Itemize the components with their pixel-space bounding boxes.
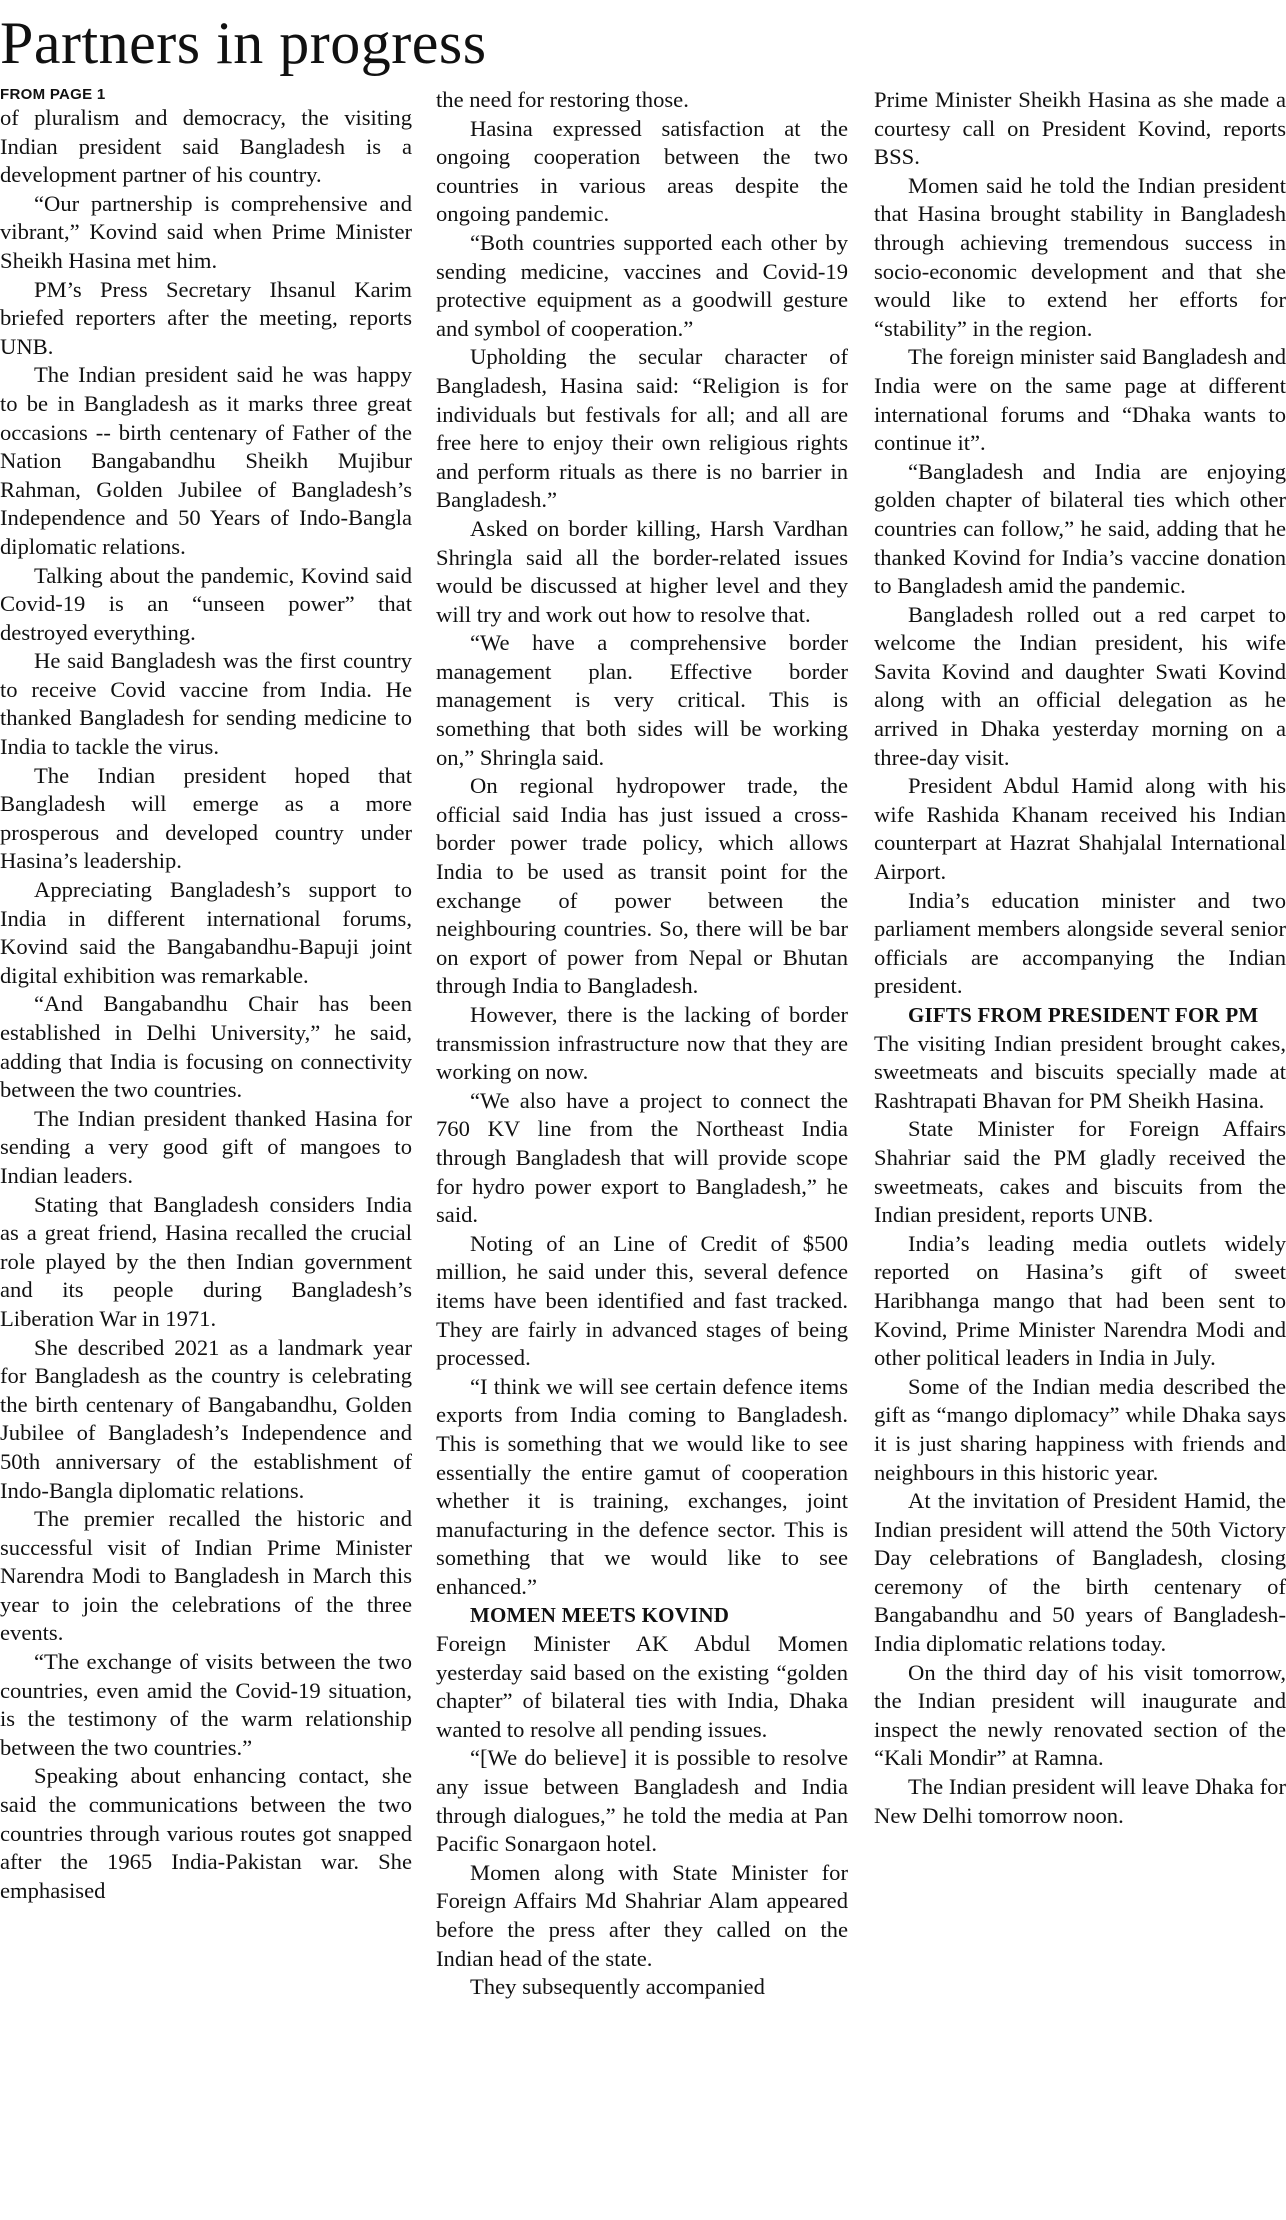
paragraph: President Abdul Hamid along with his wife Rashida Khanam received his Indian counterpart at Hazrat Shahjalal International Airport. [874,773,1286,885]
paragraph: The Indian president hoped that Bangladesh will emerge as a more prosperous and developed country under Hasina’s leadership. [0,762,412,874]
paragraph: Some of the Indian media described the gift as “mango diplomacy” while Dhaka says it is just sharing happiness with friends and neighbours in this historic year. [874,1373,1286,1485]
paragraph: Stating that Bangladesh considers India as a great friend, Hasina recalled the crucial role played by the then Indian government and its people during Bangladesh’s Liberation War in 1971. [0,1191,412,1331]
paragraph: “Our partnership is comprehensive and vibrant,” Kovind said when Prime Minister Sheikh Hasina met him. [0,190,412,273]
paragraph: the need for restoring those. [436,87,689,112]
paragraph: The foreign minister said Bangladesh and India were on the same page at different international forums and “Dhaka wants to continue it”. [874,344,1286,456]
paragraph: Momen said he told the Indian president that Hasina brought stability in Bangladesh through achieving tremendous success in socio-economic development and that she would like to extend her efforts for “stability” in the region. [874,172,1286,341]
paragraph: State Minister for Foreign Affairs Shahriar said the PM gladly received the sweetmeats, cakes and biscuits from the Indian president, reports UNB. [874,1116,1286,1228]
paragraph: India’s leading media outlets widely reported on Hasina’s gift of sweet Haribhanga mango that had been sent to Kovind, Prime Minister Narendra Modi and other political leaders in India in July. [874,1230,1286,1371]
subheading-momen-meets-kovind: MOMEN MEETS KOVIND [470,1603,730,1628]
paragraph: “And Bangabandhu Chair has been established in Delhi University,” he said, adding that India is focusing on connectivity between the two countries. [0,991,412,1103]
column-3 [874,86,1286,2220]
column-1 [0,86,412,2220]
paragraph: Prime Minister Sheikh Hasina as she made a courtesy call on President Kovind, reports BSS. [874,87,1286,170]
paragraph: Momen along with State Minister for Foreign Affairs Md Shahriar Alam appeared before the press after they called on the Indian head of the state. [436,1859,848,1971]
paragraph: She described 2021 as a landmark year for Bangladesh as the country is celebrating the birth centenary of Bangabandhu, Golden Jubilee of Bangladesh’s Independence and 50th anniversary of the establishment of Indo-Bangla diplomatic relations. [0,1334,412,1503]
headline: Partners in progress [0,10,487,76]
paragraph: of pluralism and democracy, the visiting Indian president said Bangladesh is a development partner of his country. [0,105,412,188]
paragraph: The Indian president will leave Dhaka for New Delhi tomorrow noon. [874,1774,1286,1828]
paragraph: Asked on border killing, Harsh Vardhan Shringla said all the border-related issues would be discussed at higher level and they will try and work out how to resolve that. [436,515,848,627]
paragraph: They subsequently accompanied [470,1974,765,2000]
paragraph: Foreign Minister AK Abdul Momen yesterday said based on the existing “golden chapter” of bilateral ties with India, Dhaka wanted to resolve all pending issues. [436,1631,848,1742]
paragraph: However, there is the lacking of border transmission infrastructure now that they are working on now. [436,1002,848,1085]
paragraph: “We also have a project to connect the 760 KV line from the Northeast India through Bangladesh that will provide scope for hydro power export to Bangladesh,” he said. [436,1087,848,1228]
paragraph: “Bangladesh and India are enjoying golden chapter of bilateral ties which other countries can follow,” he said, adding that he thanked Kovind for India’s vaccine donation to Bangladesh amid the pandemic. [874,458,1286,599]
subheading-gifts-from-president: GIFTS FROM PRESIDENT FOR PM [908,1003,1259,1027]
paragraph: “We have a comprehensive border management plan. Effective border management is very critical. This is something that both sides will be working on,” Shringla said. [436,630,848,770]
from-page-label: FROM PAGE 1 [0,86,106,103]
paragraph: “Both countries supported each other by sending medicine, vaccines and Covid-19 protective equipment as a goodwill gesture and symbol of cooperation.” [436,229,848,341]
paragraph: Noting of an Line of Credit of $500 million, he said under this, several defence items have been identified and fast tracked. They are fairly in advanced stages of being processed. [436,1230,848,1371]
column-2 [436,86,848,2220]
paragraph: At the invitation of President Hamid, the Indian president will attend the 50th Victory Day celebrations of Bangladesh, closing ceremony of the birth centenary of Bangabandhu and 50 years of Bangladesh-India diplomatic relations today. [874,1488,1286,1657]
paragraph: Appreciating Bangladesh’s support to India in different international forums, Kovind said the Bangabandhu-Bapuji joint digital exhibition was remarkable. [0,877,412,988]
paragraph: “I think we will see certain defence items exports from India coming to Bangladesh. This is something that we would like to see essentially the entire gamut of cooperation whether it is training, exchanges, joint manufacturing in the defence sector. This is something that we would like to see enhanced.” [436,1373,848,1599]
paragraph: Talking about the pandemic, Kovind said Covid-19 is an “unseen power” that destroyed everything. [0,562,412,645]
paragraph: On regional hydropower trade, the official said India has just issued a cross-border power trade policy, which allows India to be used as transit point for the exchange of power between the neighbouring countries. So, there will be bar on export of power from Nepal or Bhutan through India to Bangladesh. [436,773,848,999]
paragraph: The Indian president said he was happy to be in Bangladesh as it marks three great occasions -- birth centenary of Father of the Nation Bangabandhu Sheikh Mujibur Rahman, Golden Jubilee of Bangladesh’s Independence and 50 Years of Indo-Bangla diplomatic relations. [0,362,412,559]
paragraph: PM’s Press Secretary Ihsanul Karim briefed reporters after the meeting, reports UNB. [0,276,412,359]
paragraph: The visiting Indian president brought cakes, sweetmeats and biscuits specially made at Rashtrapati Bhavan for PM Sheikh Hasina. [874,1030,1286,1113]
paragraph: The Indian president thanked Hasina for sending a very good gift of mangoes to Indian leaders. [0,1105,412,1188]
paragraph: India’s education minister and two parliament members alongside several senior officials are accompanying the Indian president. [874,887,1286,999]
paragraph: Hasina expressed satisfaction at the ongoing cooperation between the two countries in various areas despite the ongoing pandemic. [436,115,848,227]
paragraph: “The exchange of visits between the two countries, even amid the Covid-19 situation, is the testimony of the warm relationship between the two countries.” [0,1649,412,1760]
paragraph: “[We do believe] it is possible to resolve any issue between Bangladesh and India through dialogues,” he told the media at Pan Pacific Sonargaon hotel. [436,1745,848,1857]
paragraph: The premier recalled the historic and successful visit of Indian Prime Minister Narendra Modi to Bangladesh in March this year to join the celebrations of the three events. [0,1506,412,1646]
paragraph: Speaking about enhancing contact, she said the communications between the two countries through various routes got snapped after the 1965 India-Pakistan war. She emphasised [0,1763,412,1903]
paragraph: Upholding the secular character of Bangladesh, Hasina said: “Religion is for individuals but festivals for all; and all are free here to enjoy their own religious rights and perform rituals as there is no barrier in Bangladesh.” [436,344,848,513]
paragraph: On the third day of his visit tomorrow, the Indian president will inaugurate and inspect the newly renovated section of the “Kali Mondir” at Ramna. [874,1659,1286,1771]
paragraph: He said Bangladesh was the first country to receive Covid vaccine from India. He thanked Bangladesh for sending medicine to India to tackle the virus. [0,648,412,760]
paragraph: Bangladesh rolled out a red carpet to welcome the Indian president, his wife Savita Kovind and daughter Swati Kovind along with an official delegation as he arrived in Dhaka yesterday morning on a three-day visit. [874,601,1286,770]
article-columns [0,86,1286,2220]
